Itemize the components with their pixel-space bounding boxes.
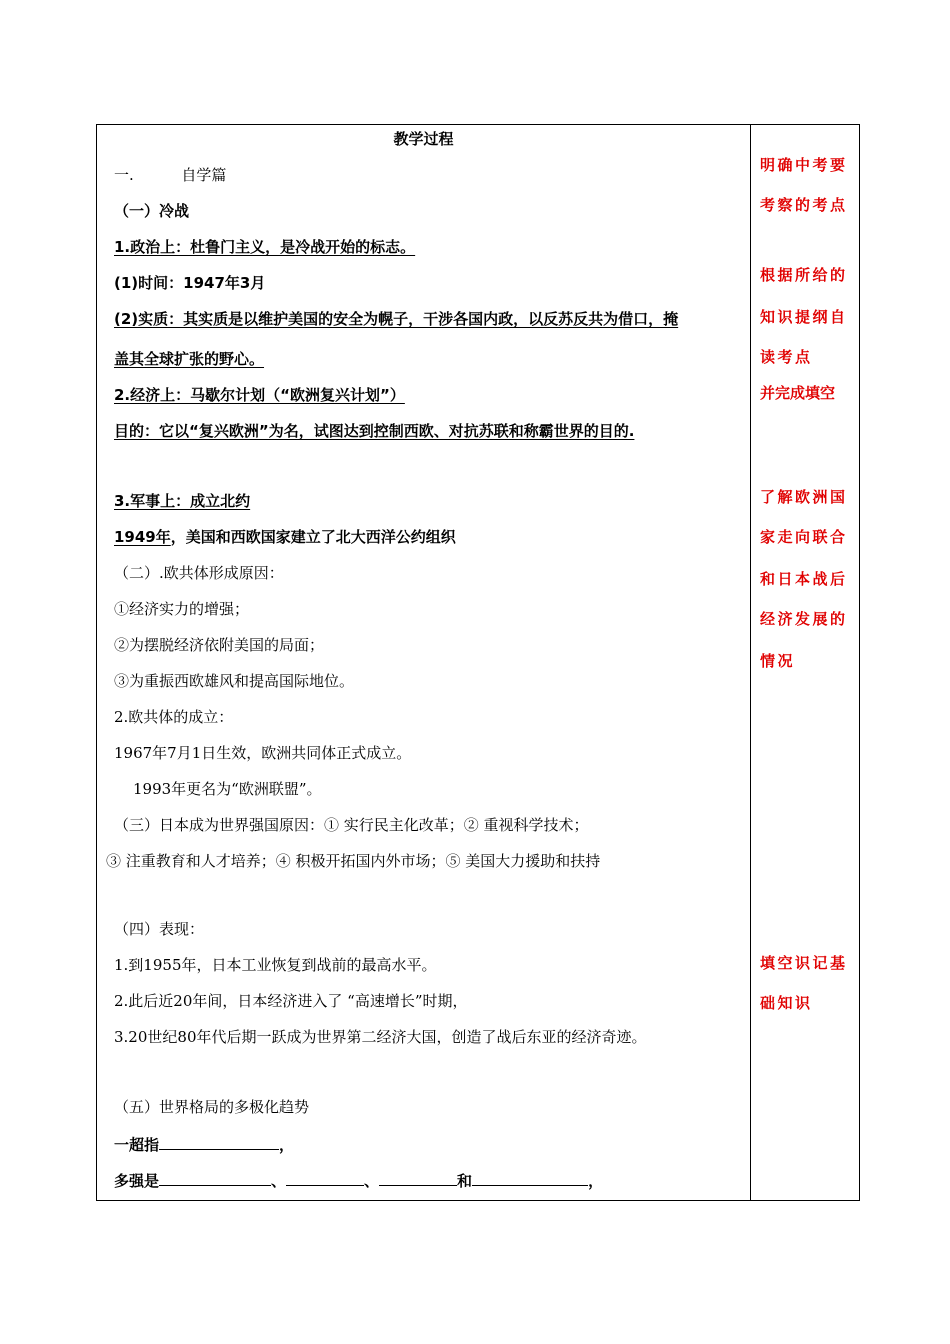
nato-text: ，美国和西欧国家建立了北大西洋公约组织 <box>170 528 456 546</box>
performance-2: 2.此后近20年间，日本经济进入了 “高速增长”时期， <box>114 992 468 1010</box>
ec-reason-1: ①经济实力的增强； <box>114 600 250 618</box>
superpower-label: 一超指 <box>114 1136 160 1154</box>
ec-reasons-heading: （二）.欧共体形成原因： <box>114 564 284 582</box>
politics-line: 1.政治上：杜鲁门主义，是冷战开始的标志。 <box>114 238 416 256</box>
ec-founding-2: 1993年更名为“欧洲联盟”。 <box>133 780 322 798</box>
nato-year: 1949年 <box>114 528 171 546</box>
nato-line <box>114 527 456 547</box>
note-2-line-1: 根据所给的 <box>760 266 848 284</box>
section-one-name: 自学篇 <box>181 166 227 184</box>
note-4-line-2: 础知识 <box>760 994 813 1012</box>
note-2-line-2: 知识提纲自 <box>760 308 848 326</box>
note-3-line-3: 和日本战后 <box>760 570 848 588</box>
note-3-line-2: 家走向联合 <box>760 528 848 546</box>
cold-war-heading: （一）冷战 <box>114 202 190 220</box>
note-1-line-2: 考察的考点 <box>760 196 848 214</box>
powers-label: 多强是 <box>114 1172 160 1190</box>
section-one-number: 一. <box>114 166 134 184</box>
ec-reason-3: ③为重振西欧雄风和提高国际地位。 <box>114 672 355 690</box>
essence-line-1: (2)实质：其实质是以维护美国的安全为幌子，干涉各国内政，以反苏反共为借口，掩 <box>114 310 679 328</box>
economy-line: 2.经济上：马歇尔计划（“欧洲复兴计划”） <box>114 386 405 404</box>
powers-blank-1[interactable] <box>159 1169 271 1186</box>
performance-3: 3.20世纪80年代后期一跃成为世界第二经济大国，创造了战后东亚的经济奇迹。 <box>114 1028 647 1046</box>
powers-sep-2: 、 <box>364 1172 380 1190</box>
lesson-table <box>96 124 860 1201</box>
section-one-heading <box>114 165 226 185</box>
japan-reasons-2: ③ 注重教育和人才培养；④ 积极开拓国内外市场；⑤ 美国大力援助和扶持 <box>106 852 601 870</box>
table-title: 教学过程 <box>393 130 454 148</box>
powers-blank-2[interactable] <box>286 1169 364 1186</box>
note-3-line-1: 了解欧洲国 <box>760 488 848 506</box>
powers-line <box>114 1169 603 1191</box>
note-2-line-3: 读考点 <box>760 348 813 366</box>
powers-sep-1: 、 <box>271 1172 287 1190</box>
purpose-line: 目的：它以“复兴欧洲”为名，试图达到控制西欧、对抗苏联和称霸世界的目的. <box>114 422 635 440</box>
note-1-line-1: 明确中考要 <box>760 156 848 174</box>
performance-1: 1.到1955年，日本工业恢复到战前的最高水平。 <box>114 956 437 974</box>
note-2-line-4: 并完成填空 <box>760 384 836 402</box>
note-3-line-4: 经济发展的 <box>760 610 848 628</box>
powers-and: 和 <box>457 1172 473 1190</box>
essence-line-2: 盖其全球扩张的野心。 <box>114 350 265 368</box>
ec-founding-heading: 2.欧共体的成立： <box>114 708 234 726</box>
time-line: (1)时间：1947年3月 <box>114 274 266 292</box>
powers-blank-4[interactable] <box>472 1169 588 1186</box>
powers-blank-3[interactable] <box>379 1169 457 1186</box>
superpower-end: ， <box>279 1136 295 1154</box>
ec-founding-1: 1967年7月1日生效，欧洲共同体正式成立。 <box>114 744 412 762</box>
ec-reason-2: ②为摆脱经济依附美国的局面； <box>114 636 325 654</box>
performance-heading: （四）表现： <box>114 920 205 938</box>
column-divider <box>750 125 751 1200</box>
military-line: 3.军事上：成立北约 <box>114 492 251 510</box>
note-4-line-1: 填空识记基 <box>760 954 848 972</box>
powers-end: ， <box>588 1172 604 1190</box>
japan-reasons-1: （三）日本成为世界强国原因：① 实行民主化改革；② 重视科学技术； <box>114 816 589 834</box>
multipolar-heading: （五）世界格局的多极化趋势 <box>114 1098 310 1116</box>
superpower-line <box>114 1133 294 1155</box>
superpower-blank[interactable] <box>159 1133 279 1150</box>
note-3-line-5: 情况 <box>760 652 796 670</box>
